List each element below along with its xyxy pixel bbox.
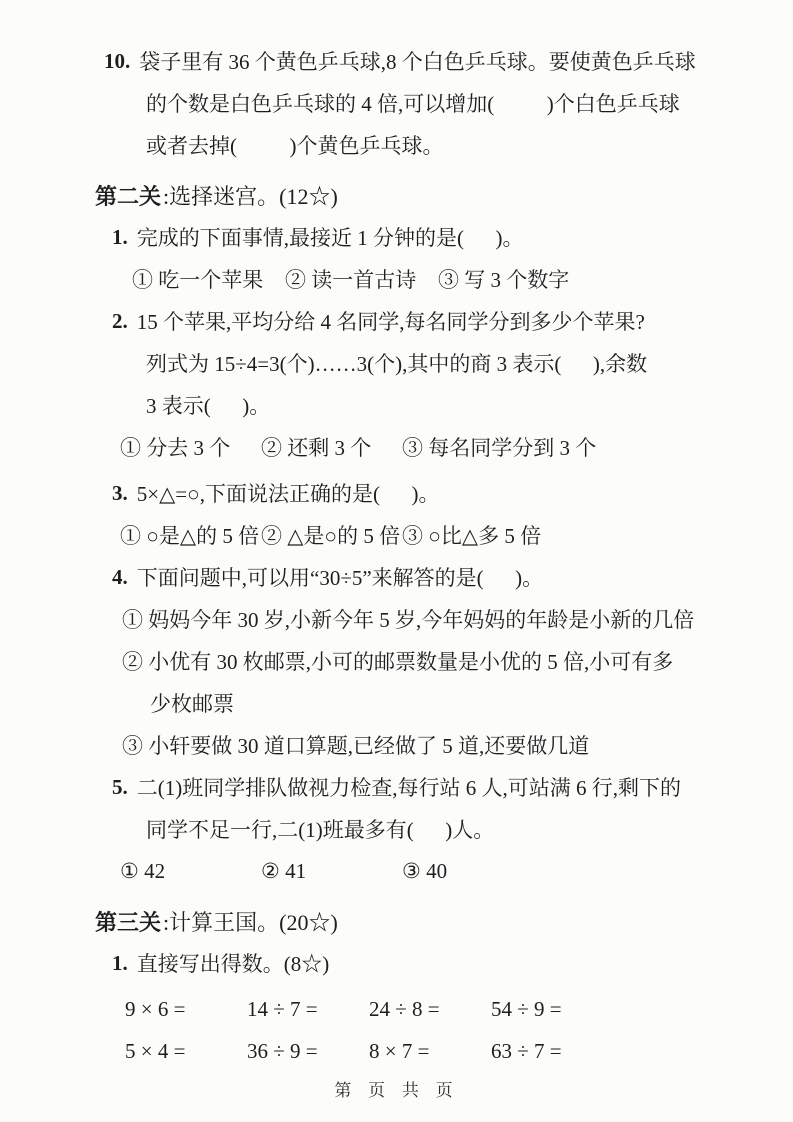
question-2	[0, 300, 793, 342]
section-2-title: 第二关	[95, 183, 162, 209]
question-2-line2: 列式为 15÷4=3(个)……3(个),其中的商 3 表示( ),余数	[146, 352, 648, 376]
question-10-number: 10.	[104, 48, 131, 73]
question-1-number: 1.	[112, 224, 128, 249]
question-2-number: 2.	[112, 308, 128, 333]
question-4-number: 4.	[112, 564, 128, 589]
question-3	[0, 472, 793, 514]
question-2-option-1: ① 分去 3 个	[120, 436, 231, 460]
question-3-option-3: ③ ○比△多 5 倍	[402, 524, 542, 548]
question-1-option-1: ① 吃一个苹果	[132, 268, 264, 292]
section-2-header	[0, 174, 793, 216]
question-5-number: 5.	[112, 774, 128, 799]
question-4	[0, 556, 793, 598]
section-3-subtitle: :计算王国。(20☆)	[163, 909, 338, 935]
calc-expression: 14 ÷ 7 =	[247, 996, 318, 1021]
question-2-option-3: ③ 每名同学分到 3 个	[402, 436, 597, 460]
question-2-line3: 3 表示( )。	[146, 394, 271, 418]
calc-expression: 5 × 4 =	[125, 1038, 186, 1063]
question-2-option-2: ② 还剩 3 个	[261, 436, 372, 460]
question-1-option-3: ③ 写 3 个数字	[438, 268, 570, 292]
question-4-option-2-line2: 少枚邮票	[150, 692, 234, 716]
question-3-options	[0, 514, 793, 556]
question-10-line3: 或者去掉( )个黄色乒乓球。	[146, 134, 444, 158]
question-5-option-1: ① 42	[120, 858, 166, 883]
calc-expression: 36 ÷ 9 =	[247, 1038, 318, 1063]
calc-expression: 8 × 7 =	[369, 1038, 430, 1063]
calc-question-1-text: 直接写出得数。(8☆)	[136, 952, 330, 976]
section-2-subtitle: :选择迷宫。(12☆)	[163, 183, 338, 209]
question-2-line1: 15 个苹果,平均分给 4 名同学,每名同学分到多少个苹果?	[136, 310, 645, 334]
question-5-options	[0, 850, 793, 892]
question-3-text: 5×△=○,下面说法正确的是( )。	[136, 482, 440, 506]
question-5-line1: 二(1)班同学排队做视力检查,每行站 6 人,可站满 6 行,剩下的	[136, 776, 681, 800]
question-1-options	[0, 258, 793, 300]
calc-row-2	[0, 1030, 793, 1072]
question-4-text: 下面问题中,可以用“30÷5”来解答的是( )。	[136, 566, 544, 590]
question-1-text: 完成的下面事情,最接近 1 分钟的是( )。	[136, 226, 524, 250]
question-3-number: 3.	[112, 480, 128, 505]
calc-expression: 63 ÷ 7 =	[491, 1038, 562, 1063]
question-1	[0, 216, 793, 258]
question-5-option-3: ③ 40	[402, 858, 448, 883]
calc-expression: 24 ÷ 8 =	[369, 996, 440, 1021]
question-10-line2: 的个数是白色乒乓球的 4 倍,可以增加( )个白色乒乓球	[146, 92, 680, 116]
question-4-option-2-line1: ② 小优有 30 枚邮票,小可的邮票数量是小优的 5 倍,小可有多	[122, 650, 674, 674]
calc-question-1-number: 1.	[112, 950, 128, 975]
calc-expression: 9 × 6 =	[125, 996, 186, 1021]
question-3-option-2: ② △是○的 5 倍	[261, 524, 401, 548]
section-3-header	[0, 900, 793, 942]
question-10	[0, 40, 793, 82]
section-3-title: 第三关	[95, 909, 162, 935]
question-5	[0, 766, 793, 808]
question-1-option-2: ② 读一首古诗	[285, 268, 417, 292]
question-10-line1: 袋子里有 36 个黄色乒乓球,8 个白色乒乓球。要使黄色乒乓球	[139, 50, 696, 74]
question-3-option-1: ① ○是△的 5 倍	[120, 524, 260, 548]
calc-row-1	[0, 988, 793, 1030]
calc-expression: 54 ÷ 9 =	[491, 996, 562, 1021]
question-5-line2: 同学不足一行,二(1)班最多有( )人。	[146, 818, 495, 842]
question-4-option-3: ③ 小轩要做 30 道口算题,已经做了 5 道,还要做几道	[122, 734, 590, 758]
question-4-option-1: ① 妈妈今年 30 岁,小新今年 5 岁,今年妈妈的年龄是小新的几倍	[122, 608, 695, 632]
question-5-option-2: ② 41	[261, 858, 307, 883]
page-footer: 第 页 共 页	[334, 1081, 459, 1100]
calc-question-1	[0, 942, 793, 984]
question-2-options	[0, 426, 793, 468]
